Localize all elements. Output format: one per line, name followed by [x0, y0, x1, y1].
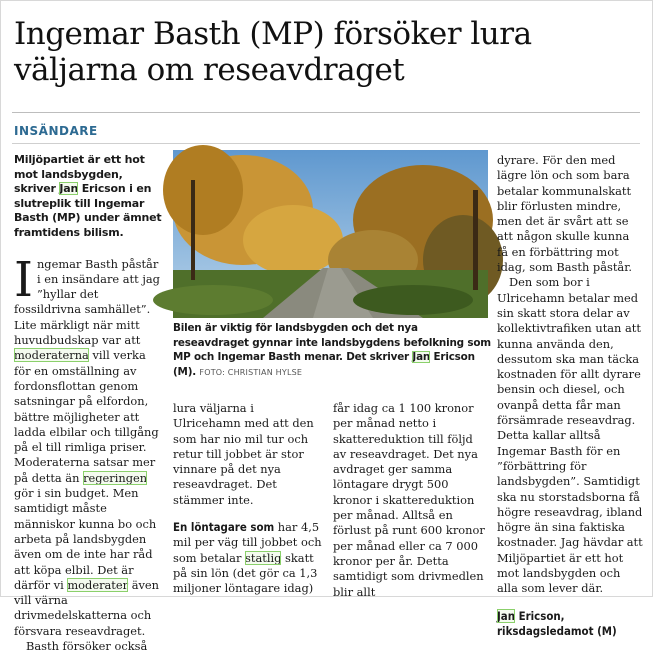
subhead-run: En löntagare som — [173, 520, 275, 535]
column-1 — [14, 153, 164, 653]
body-paragraph: Basth försöker också — [26, 638, 148, 653]
article-photo — [173, 150, 488, 318]
text-run: vill verka för en omställning av fordonsflottan genom satsningar på elfordon, bättre möjligheter att ladda elbilar och tillgång på el till rimliga priser. Moderaterna satsar mer på detta än — [14, 348, 159, 485]
text-run: även vill värna drivmedelskatterna och försvara reseavdraget. — [14, 577, 160, 638]
text-run: skatt på sin lön (det gör ca 1,3 miljoner löntagare idag) — [173, 550, 318, 596]
highlight-mark: statlig — [245, 550, 282, 565]
body-paragraph: får idag ca 1 100 kronor per månad netto i skattereduktion till följd av reseavdraget. Det nya avdraget ger samma löntagare drygt 500 kronor i skattereduktion per månad. Alltså en förlust på runt 600 kronor per månad eller ca 7 000 kronor per år. Detta samtidigt som drivmedlen blir allt — [333, 401, 485, 599]
divider — [12, 143, 640, 144]
highlight-mark: Jan — [59, 182, 79, 196]
drop-cap: I — [14, 251, 33, 308]
body-paragraph — [14, 251, 164, 639]
highlight-mark: moderater — [67, 577, 129, 592]
column-3 — [333, 401, 489, 599]
body-paragraph: lura väljarna i Ulricehamn med att den som har nio mil tur och retur till jobbet är stor vinnare på det nya reseavdraget. Det stämmer inte. — [173, 401, 314, 507]
highlight-mark: Jan — [497, 608, 516, 623]
text-run: ngemar Basth påstår i en insändare att jag ”hyllar det fossildrivna samhället”. Lite märkligt när mitt huvudbudskap var att — [14, 256, 160, 348]
caption-text: Bilen är viktig för landsbygden och det nya reseavdraget gynnar inte landsbygdens befolkning som MP och Ingemar Basth menar. Det skriver — [173, 322, 491, 363]
text-run: gör i sin budget. Men samtidigt måste människor kunna bo och arbeta på landsbygden även om de inte har råd att köpa elbil. Det är därför vi — [14, 486, 157, 592]
lead-text-part: Miljöpartiet är ett hot mot landsbygden, skriver — [14, 153, 145, 196]
body-paragraph: Den som bor i Ulricehamn betalar med sin skatt stora delar av kollektivtrafiken utan att kunna använda den, dessutom ska man täcka kostnaden för allt dyrare bensin och diesel, och ovanpå detta får man försämrade reseavdrag. Detta kallar alltså Ingemar Basth för en ”förbättring för landsbygden”. Samtidigt ska nu storstadsborna få högre reseavdrag, ibland högre än sina faktiska kostnader. Jag hävdar att Miljöpartiet är ett hot mot landsbygden och alla som lever där. — [497, 275, 643, 596]
highlight-mark: regeringen — [83, 470, 148, 485]
lead-text-part: Ericson i en slutreplik till Ingemar Basth (MP) under ämnet framtidens bilism. — [14, 182, 162, 239]
body-paragraph — [173, 520, 325, 596]
photo-caption — [173, 321, 491, 380]
headline — [14, 16, 614, 88]
country-road-image — [173, 150, 488, 318]
signature — [497, 609, 643, 640]
text-run: har 4,5 mil per väg till jobbet och som betalar — [173, 520, 322, 565]
section-label: INSÄNDARE — [14, 124, 98, 138]
highlight-mark: moderaterna — [14, 348, 89, 363]
signature-text: Ericson, riksdagsledamot (M) — [497, 608, 617, 638]
headline-line-2: väljarna om reseavdraget — [14, 52, 405, 88]
caption-text: Ericson (M). — [173, 351, 475, 378]
column-2 — [173, 401, 325, 596]
column-4 — [497, 153, 643, 638]
headline-line-1: Ingemar Basth (MP) försöker lura — [14, 16, 532, 52]
lead-text — [14, 153, 164, 241]
photo-credit: FOTO: CHRISTIAN HYLSE — [199, 367, 303, 377]
highlight-mark: Jan — [412, 351, 431, 363]
body-paragraph: dyrare. För den med lägre lön och som bara betalar kommunalskatt blir förlusten mindre, men det är svårt att se att någon skulle kunna få en förbättring mot idag, som Basth påstår. — [497, 153, 633, 275]
divider — [12, 112, 640, 113]
